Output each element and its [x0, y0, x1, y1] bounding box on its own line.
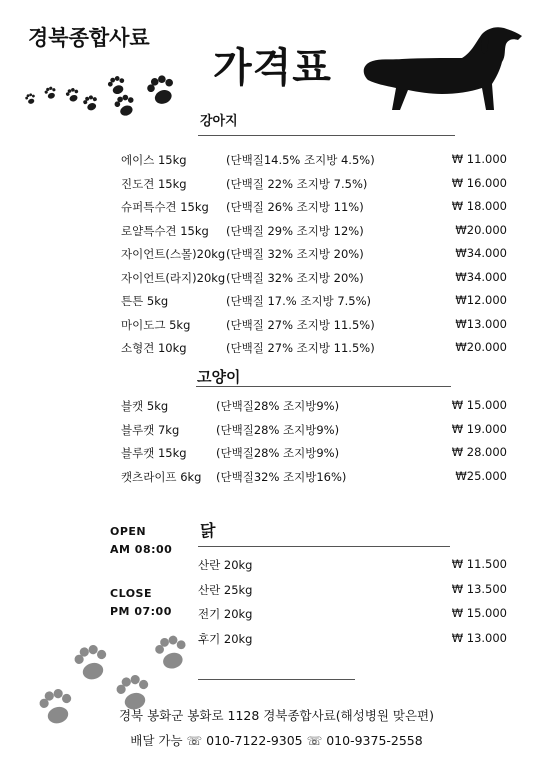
price-row — [0, 557, 553, 577]
item-nutrition: (단백질 29% 조지방 12%) — [226, 223, 364, 238]
section-divider — [198, 546, 450, 547]
item-name: 전기 20kg — [198, 607, 253, 621]
item-name: 블캣 5kg — [121, 399, 169, 413]
item-price: ₩34.000 — [455, 246, 507, 260]
dachshund-silhouette-icon — [360, 22, 525, 118]
item-price: ₩ 11.000 — [451, 152, 507, 166]
store-name: 경북종합사료 — [28, 26, 150, 50]
item-price: ₩ 15.000 — [451, 398, 507, 412]
section-title-dog: 강아지 — [200, 114, 238, 129]
delivery-contact: 배달 가능 ☏ 010-7122-9305 ☏ 010-9375-2558 — [130, 733, 423, 748]
item-name: 산란 25kg — [198, 582, 253, 597]
item-price: ₩13.000 — [455, 316, 507, 331]
price-row — [0, 606, 553, 626]
open-label: OPEN — [110, 525, 147, 538]
paw-prints-top-icon — [20, 70, 185, 120]
item-nutrition: (단백질28% 조지방9%) — [216, 446, 340, 460]
item-price: ₩ 11.500 — [451, 557, 507, 571]
price-row — [0, 270, 553, 290]
item-name: 자이언트(스몰)20kg — [121, 247, 226, 261]
price-row — [0, 317, 553, 337]
section-title-cat: 고양이 — [197, 368, 241, 386]
footer-divider — [198, 679, 355, 680]
price-row — [0, 246, 553, 266]
price-row — [0, 199, 553, 219]
open-time: AM 08:00 — [110, 543, 173, 556]
price-row — [0, 152, 553, 172]
item-nutrition: (단백질28% 조지방9%) — [216, 399, 340, 413]
item-name: 튼튼 5kg — [121, 294, 169, 308]
item-nutrition: (단백질14.5% 조지방 4.5%) — [226, 153, 375, 167]
price-row — [0, 176, 553, 196]
item-price: ₩ 19.000 — [451, 421, 507, 436]
item-name: 자이언트(라지)20kg — [121, 270, 226, 285]
price-row — [0, 469, 553, 489]
item-price: ₩ 28.000 — [451, 445, 507, 459]
item-nutrition: (단백질28% 조지방9%) — [216, 422, 340, 437]
item-name: 블루캣 7kg — [121, 422, 180, 437]
item-price: ₩25.000 — [455, 468, 507, 483]
item-nutrition: (단백질 32% 조지방 20%) — [226, 247, 364, 261]
item-name: 에이스 15kg — [121, 153, 187, 167]
item-price: ₩12.000 — [455, 293, 507, 307]
item-nutrition: (단백질32% 조지방16%) — [216, 469, 347, 484]
page-title: 가격표 — [213, 45, 332, 91]
section-divider — [196, 386, 451, 387]
item-nutrition: (단백질 27% 조지방 11.5%) — [226, 317, 375, 332]
price-row — [0, 422, 553, 442]
item-price: ₩ 16.000 — [451, 175, 507, 190]
item-name: 블루캣 15kg — [121, 446, 187, 460]
close-time: PM 07:00 — [110, 605, 172, 618]
item-nutrition: (단백질 27% 조지방 11.5%) — [226, 341, 375, 355]
price-row — [0, 293, 553, 313]
item-name: 캣츠라이프 6kg — [121, 469, 202, 484]
price-row — [0, 582, 553, 602]
item-name: 슈퍼특수견 15kg — [121, 200, 209, 214]
store-address: 경북 봉화군 봉화로 1128 경북종합사료(해성병원 맞은편) — [118, 708, 434, 723]
price-row — [0, 340, 553, 360]
item-price: ₩ 15.000 — [451, 606, 507, 620]
section-divider — [198, 135, 455, 136]
price-row — [0, 223, 553, 243]
item-nutrition: (단백질 17.% 조지방 7.5%) — [226, 294, 372, 308]
item-name: 소형견 10kg — [121, 341, 187, 355]
item-price: ₩34.000 — [455, 269, 507, 284]
price-row — [0, 445, 553, 465]
item-price: ₩ 13.500 — [451, 581, 507, 596]
item-price: ₩20.000 — [455, 340, 507, 354]
item-nutrition: (단백질 26% 조지방 11%) — [226, 200, 364, 214]
item-name: 후기 20kg — [198, 631, 253, 646]
item-price: ₩ 18.000 — [451, 199, 507, 213]
price-row — [0, 398, 553, 418]
item-name: 마이도그 5kg — [121, 317, 191, 332]
item-nutrition: (단백질 32% 조지방 20%) — [226, 270, 364, 285]
item-name: 진도견 15kg — [121, 176, 187, 191]
item-price: ₩20.000 — [455, 222, 507, 237]
section-title-chicken: 닭 — [200, 521, 216, 540]
item-price: ₩ 13.000 — [451, 630, 507, 645]
item-name: 로얄특수견 15kg — [121, 223, 209, 238]
item-name: 산란 20kg — [198, 558, 253, 572]
close-label: CLOSE — [110, 587, 152, 600]
item-nutrition: (단백질 22% 조지방 7.5%) — [226, 176, 368, 191]
